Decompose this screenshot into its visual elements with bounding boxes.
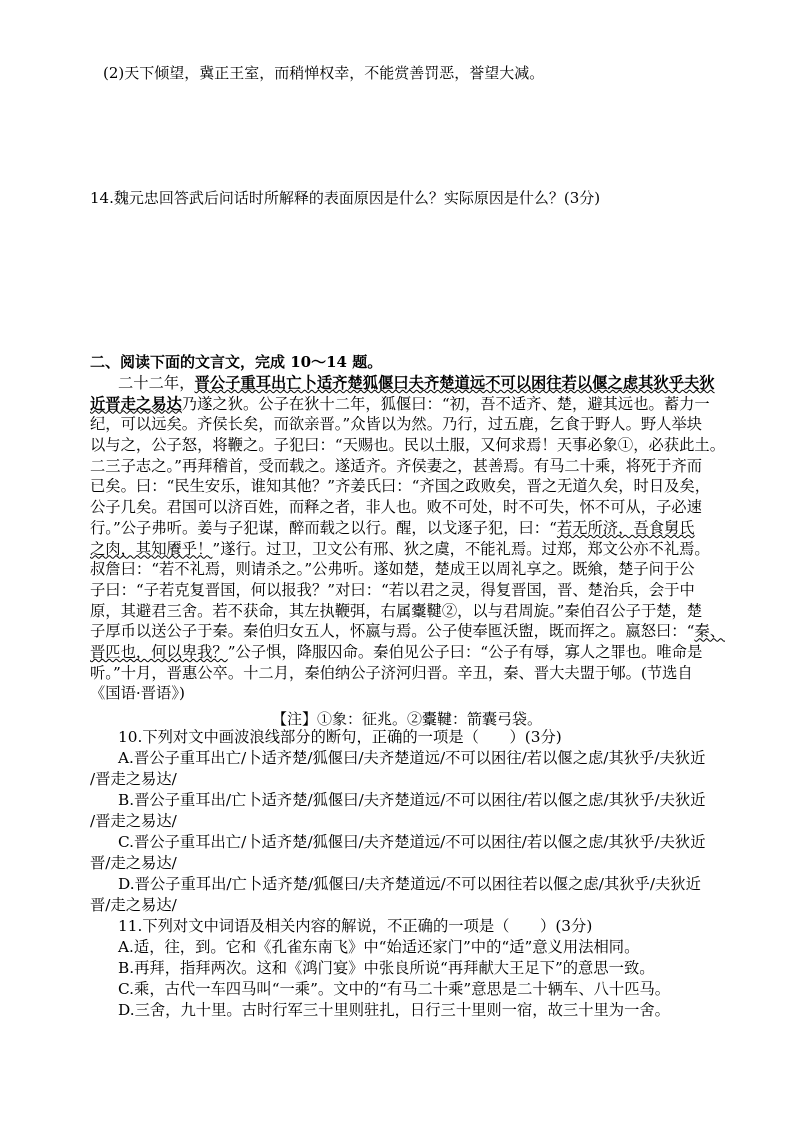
option-b: B.再拜，指拜两次。这和《鸿门宴》中张良所说“再拜献大王足下”的意思一致。 (118, 959, 655, 977)
passage-line: 以与之，公子怒，将鞭之。子犯曰：“天赐也。民以土服，又何求焉！天事必象①，必获此土。 (90, 436, 725, 455)
passage-line: 原，其避君三舍。若不获命，其左执鞭弭，右属櫜鞬②，以与君周旋。”秦伯召公子于楚，楚 (90, 601, 703, 620)
option-b-cont: /晋走之易达/ (90, 812, 177, 830)
passage-line: 叔詹曰：“若不礼焉，则请杀之。”公弗听。遂如楚，楚成王以周礼享之。既飨，楚子问于公 (90, 560, 695, 579)
underlined-sentence: 若无所济，吾食舅氏 (556, 518, 695, 537)
passage-line: 子曰：“子若克复晋国，何以报我？”对曰：“若以君之灵，得复晋国，晋、楚治兵，会于中 (90, 580, 695, 599)
question-10 (90, 727, 706, 916)
option-d: D.晋公子重耳出/亡卜适齐楚/狐偃曰/夫齐楚道远/不可以困往若以偃之虑/其狄乎/夫狄近 (118, 875, 701, 893)
option-c-cont: 晋/走之易达/ (90, 854, 177, 872)
option-c: C.乘，古代一车四马叫“一乘”。文中的“有马二十乘”意思是二十辆车、八十匹马。 (118, 980, 671, 998)
option-a: A.晋公子重耳出亡/卜适齐楚/狐偃曰/夫齐楚道远/不可以困往/若以偃之虑/其狄乎/夫狄近 (118, 749, 706, 767)
underlined-sentence: 晋匹也，何以卑我？ (90, 642, 228, 661)
passage-line: 听。”十月，晋惠公卒。十二月，秦伯纳公子济河归晋。辛丑，秦、晋大夫盟于郇。(节选自 (90, 663, 693, 682)
underlined-sentence: 之肉，其知餍乎！ (90, 539, 213, 558)
question-11 (90, 916, 670, 1021)
passage-line: 二十二年，晋公子重耳出亡卜适齐楚狐偃曰夫齐楚道远不可以困往若以偃之虑其狄乎夫狄 (118, 374, 715, 392)
passage-line: 纪，可以远矣。齐侯长矣，而欲亲晋。”众皆以为然。乃行，过五鹿，乞食于野人。野人举块 (90, 415, 703, 434)
footnote: 【注】①象：征兆。②櫜鞬：箭囊弓袋。 (272, 710, 543, 728)
option-d: D.三舍，九十里。古时行军三十里则驻扎，日行三十里则一宿，故三十里为一舍。 (118, 1001, 670, 1019)
passage-line: 之肉，其知餍乎！”遂行。过卫，卫文公有邢、狄之虞，不能礼焉。过郑，郑文公亦不礼焉。 (90, 539, 710, 558)
underlined-sentence: 秦、 (694, 622, 726, 641)
option-d-cont: 晋/走之易达/ (90, 896, 177, 914)
option-a: A.适，往，到。它和《孔雀东南飞》中“始适还家门”中的“适”意义用法相同。 (118, 938, 640, 956)
passage-line: 子厚币以送公子于秦。秦伯归女五人，怀嬴与焉。公子使奉匜沃盥，既而挥之。嬴怒曰：“秦、 (90, 622, 726, 641)
wavy-underlined-text: 近晋走之易达 (90, 394, 182, 413)
passage-line: 公子几矣。君国可以济百姓，而释之者，非人也。败不可处，时不可失，怀不可从，子必速 (90, 498, 702, 517)
option-b: B.晋公子重耳出/亡卜适齐楚/狐偃曰/夫齐楚道远/不可以困往/若以偃之虑/其狄乎/夫狄近 (118, 791, 706, 809)
option-a-cont: /晋走之易达/ (90, 770, 177, 788)
passage-line: 晋匹也，何以卑我？”公子惧，降服囚命。秦伯见公子曰：“公子有辱，寡人之罪也。唯命是 (90, 642, 703, 661)
passage-line: 已矣。曰：“民生安乐，谁知其他？”齐姜氏曰：“齐国之政败矣，晋之无道久矣，时日及矣， (90, 477, 711, 496)
passage-line: 二三子志之。”再拜稽首，受而载之。遂适齐。齐侯妻之，甚善焉。有马二十乘，将死于齐而 (90, 456, 703, 475)
question-stem: 11.下列对文中词语及相关内容的解说，不正确的一项是（ ）(3分) (118, 917, 593, 935)
question-14: 14.魏元忠回答武后问话时所解释的表面原因是什么？实际原因是什么？(3分) (90, 189, 601, 207)
passage-line: 行。”公子弗听。姜与子犯谋，醉而载之以行。醒，以戈逐子犯，曰：“若无所济，吾食舅氏 (90, 518, 695, 537)
question-stem: 10.下列对文中画波浪线部分的断句，正确的一项是（ ）(3分) (118, 728, 562, 746)
passage-line: 近晋走之易达乃遂之狄。公子在狄十二年，狐偃曰：“初，吾不适齐、楚，避其远也。蓄力一 (90, 394, 710, 413)
section-title: 二、阅读下面的文言文，完成 10～14 题。 (90, 353, 383, 371)
option-c: C.晋公子重耳出亡/卜适齐楚/狐偃曰/夫齐楚道远/不可以困往/若以偃之虑/其狄乎/夫狄近 (118, 833, 706, 851)
passage (90, 373, 730, 704)
question-13-2: (2)天下倾望，冀正王室，而稍惮权幸，不能赏善罚恶，誉望大减。 (103, 64, 545, 82)
passage-line: 《国语·晋语》) (90, 684, 185, 703)
wavy-underlined-text: 晋公子重耳出亡卜适齐楚狐偃曰夫齐楚道远不可以困往若以偃之虑其狄乎夫狄 (194, 374, 715, 392)
